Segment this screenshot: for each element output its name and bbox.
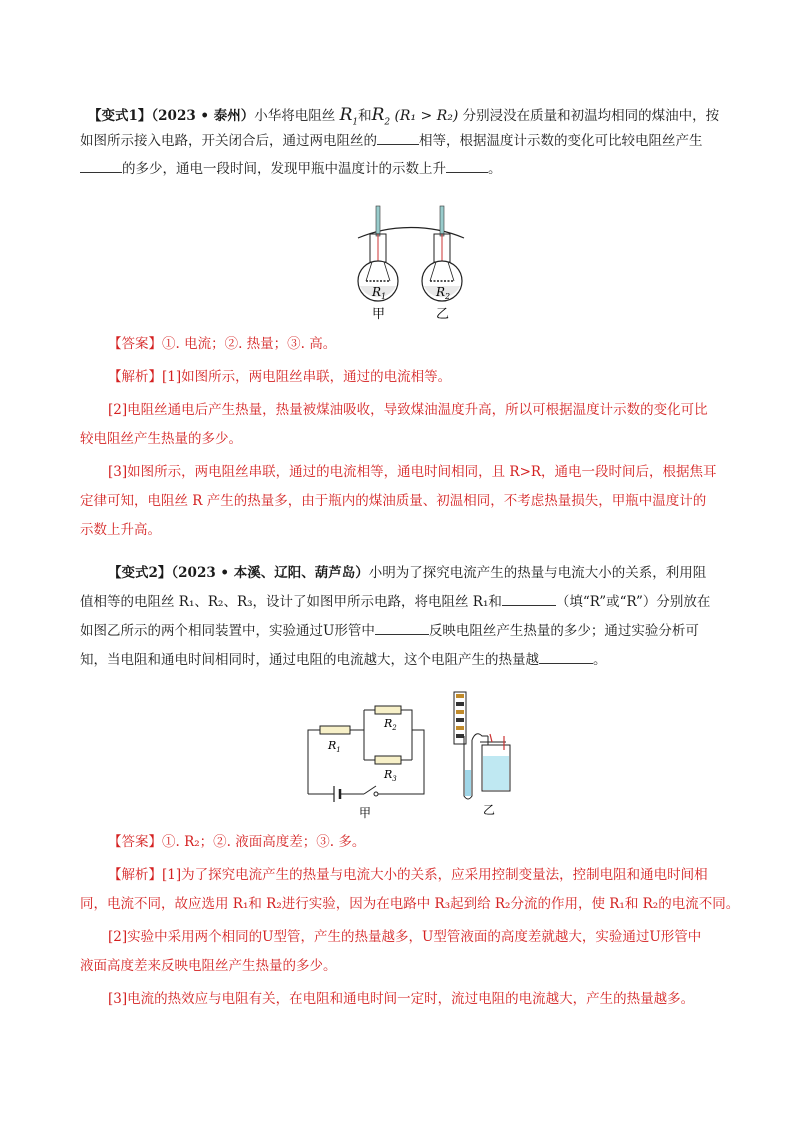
variant1-analysis-tag: 【解析】	[108, 369, 162, 385]
variant2-utube-figure	[450, 690, 520, 820]
variant1-source: （2023 • 泰州）	[151, 108, 255, 124]
variant1-analysis-2b: 较电阻丝产生热量的多少。	[80, 431, 242, 447]
variant1-line3b: 。	[488, 161, 502, 177]
variant2-answer-tag: 【答案】	[108, 834, 162, 850]
variant2-analysis-3: [3]电流的热效应与电阻有关，在电阻和通电时间一定时，流过电阻的电流越大，产生的热量越多。	[108, 991, 695, 1007]
flask-label-r2: $R_2$	[436, 285, 451, 301]
circuit-resistor-r2	[375, 706, 401, 714]
variant2-line3a: 如图乙所示的两个相同装置中，实验通过U形管中	[80, 623, 375, 639]
variant1-tag: 【变式1】	[88, 108, 152, 124]
variant2-answer: ①. R₂；②. 液面高度差；③. 多。	[162, 834, 366, 850]
circuit-label-r3: $R_3$	[384, 768, 397, 783]
variant1-analysis-3a: [3]如图所示，两电阻丝串联，通过的电流相等，通电时间相同，且 R>R，通电一段时间后，根据焦耳	[108, 464, 717, 480]
variant1-flask-figure	[346, 204, 476, 324]
variant2-answer-block	[80, 831, 740, 1011]
variant1-analysis-1: [1]如图所示，两电阻丝串联，通过的电流相等。	[162, 369, 452, 385]
variant2-blank-3[interactable]	[539, 649, 593, 664]
utube-label-yi: 乙	[483, 803, 496, 817]
variant2-line2b: （填“R”或“R”）分别放在	[555, 594, 711, 610]
variant1-line3a: 的多少，通电一段时间，发现甲瓶中温度计的示数上升	[122, 161, 446, 177]
variant1-blank-2[interactable]	[80, 158, 122, 173]
circuit-label-r1: $R_1$	[328, 739, 341, 754]
variant2-tag: 【变式2】	[108, 565, 172, 581]
variant1-text-2: 分别浸没在质量和初温均相同的煤油中，按	[462, 108, 720, 124]
variant1-text-1: 小华将电阻丝	[254, 108, 336, 124]
variant1-blank-3[interactable]	[446, 158, 488, 173]
variant1-line2a: 如图所示接入电路，开关闭合后，通过两电阻丝的	[80, 133, 377, 149]
flask-label-r1: $R_1$	[372, 285, 387, 301]
variant2-line4a: 知，当电阻和通电时间相同时，通过电阻的电流越大，这个电阻产生的热量越	[80, 652, 539, 668]
circuit-battery	[334, 786, 340, 802]
variant1-answer: ①. 电流；②. 热量；③. 高。	[162, 336, 337, 352]
circuit-resistor-r3	[375, 756, 401, 764]
variant2-question	[80, 562, 726, 672]
flask-label-jia: 甲	[372, 307, 386, 322]
circuit-label-jia: 甲	[359, 806, 372, 820]
variant1-answer-block	[80, 333, 726, 542]
variant2-analysis-1b: 同，电流不同，故应选用 R₁和 R₂进行实验，因为在电路中 R₃起到给 R₂分流的作用，使 R₁和 R₂的电流不同。	[80, 896, 740, 912]
variant2-line2a: 值相等的电阻丝 R₁、R₂、R₃，设计了如图甲所示电路，将电阻丝 R₁和	[80, 594, 502, 610]
flask-label-yi: 乙	[436, 307, 450, 322]
variant1-condition: (R₁ > R₂)	[394, 108, 459, 124]
beaker	[480, 734, 510, 791]
variant2-analysis-2b: 液面高度差来反映电阻丝产生热量的多少。	[80, 958, 337, 974]
variant2-source: （2023 • 本溪、辽阳、葫芦岛）	[171, 565, 369, 581]
variant2-line3b: 反映电阻丝产生热量的多少；通过实验分析可	[428, 623, 699, 639]
variant1-line2b: 相等，根据温度计示数的变化可比较电阻丝产生	[419, 133, 703, 149]
variant1-analysis-2a: [2]电阻丝通电后产生热量，热量被煤油吸收，导致煤油温度升高，所以可根据温度计示数的变化可比	[108, 402, 708, 418]
circuit-switch	[364, 786, 378, 796]
variant2-analysis-2a: [2]实验中采用两个相同的U型管，产生的热量越多，U型管液面的高度差就越大，实验通过U形管中	[108, 929, 702, 945]
variant2-analysis-1a: [1]为了探究电流产生的热量与电流大小的关系，应采用控制变量法，控制电阻和通电时间相	[162, 867, 708, 883]
variant1-question	[80, 104, 726, 181]
variant1-and: 和	[358, 108, 372, 124]
variant1-blank-1[interactable]	[377, 130, 419, 145]
variant1-r1: $R_1$	[339, 105, 359, 128]
variant2-circuit-figure	[300, 698, 430, 826]
variant2-text-1: 小明为了探究电流产生的热量与电流大小的关系，利用阻	[368, 565, 707, 581]
circuit-label-r2: $R_2$	[384, 717, 397, 732]
variant2-analysis-tag: 【解析】	[108, 867, 162, 883]
variant2-blank-2[interactable]	[375, 620, 429, 635]
variant2-blank-1[interactable]	[502, 591, 556, 606]
variant1-r2: $R_2$	[371, 105, 391, 128]
variant2-line4b: 。	[593, 652, 607, 668]
variant1-answer-tag: 【答案】	[108, 336, 162, 352]
circuit-resistor-r1	[320, 726, 350, 734]
variant1-analysis-3b: 定律可知，电阻丝 R 产生的热量多，由于瓶内的煤油质量、初温相同，不考虑热量损失，甲瓶中温度计的	[80, 493, 707, 509]
variant1-analysis-3c: 示数上升高。	[80, 522, 161, 538]
